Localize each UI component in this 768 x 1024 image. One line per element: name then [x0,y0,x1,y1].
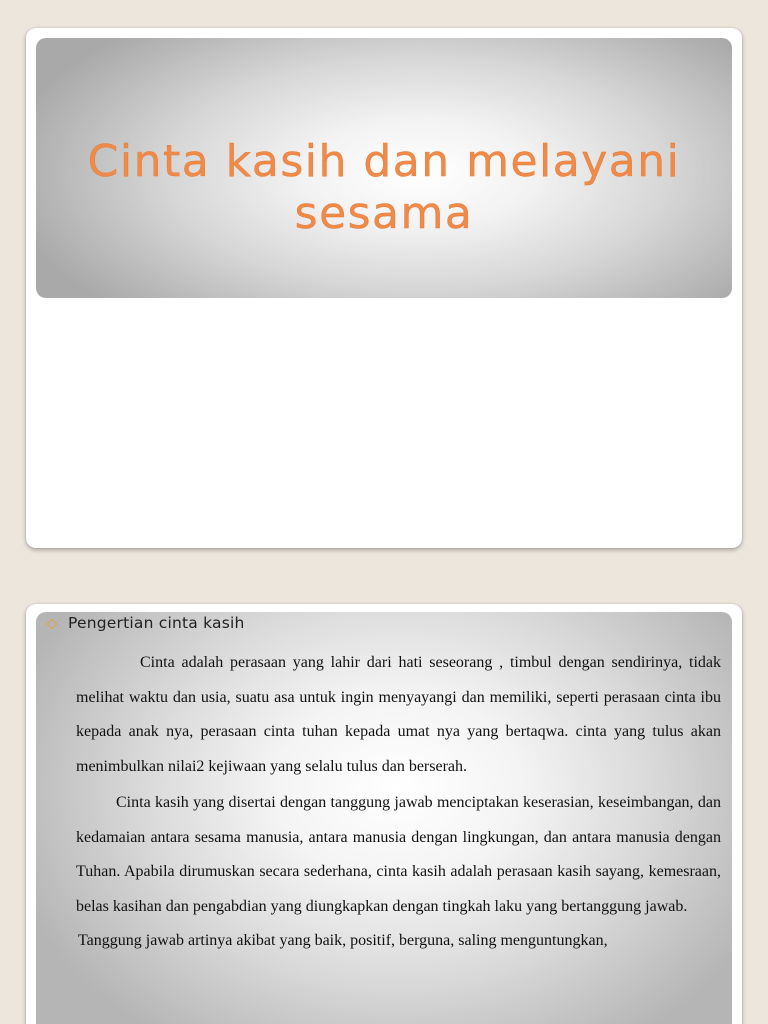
content-slide [26,604,742,1024]
paragraph-meaning: Tanggung jawab artinya akibat yang baik, positif, berguna, saling menguntungkan, [78,932,608,949]
title-panel [36,38,732,298]
diamond-bullet-icon [46,618,57,629]
bullet-item [48,614,245,632]
paragraph-definition: Cinta adalah perasaan yang lahir dari hati seseorang , timbul dengan sendirinya, tidak melihat waktu dan usia, suatu asa untuk ingin menyayangi dan memiliki, seperti perasaan cinta ibu kepada anak nya, perasaan cinta tuhan kepada umat nya yang bertaqwa. cinta yang tulus akan menimbulkan nilai2 kejiwaan yang selalu tulus dan berserah. [76,654,721,775]
body-text [76,646,721,959]
slide-title: Cinta kasih dan melayani sesama [87,136,681,239]
bullet-heading: Pengertian cinta kasih [68,614,245,632]
paragraph-responsibility: Cinta kasih yang disertai dengan tanggung jawab menciptakan keserasian, keseimbangan, dan kedamaian antara sesama manusia, antara manusia dengan lingkungan, dan antara manusia dengan Tuhan. Apabila dirumuskan secara sederhana, cinta kasih adalah perasaan kasih sayang, kemesraan, belas kasihan dan pengabdian yang diungkapkan dengan tingkah laku yang bertanggung jawab. [76,794,721,915]
content-panel [36,612,732,1024]
title-slide [26,28,742,548]
